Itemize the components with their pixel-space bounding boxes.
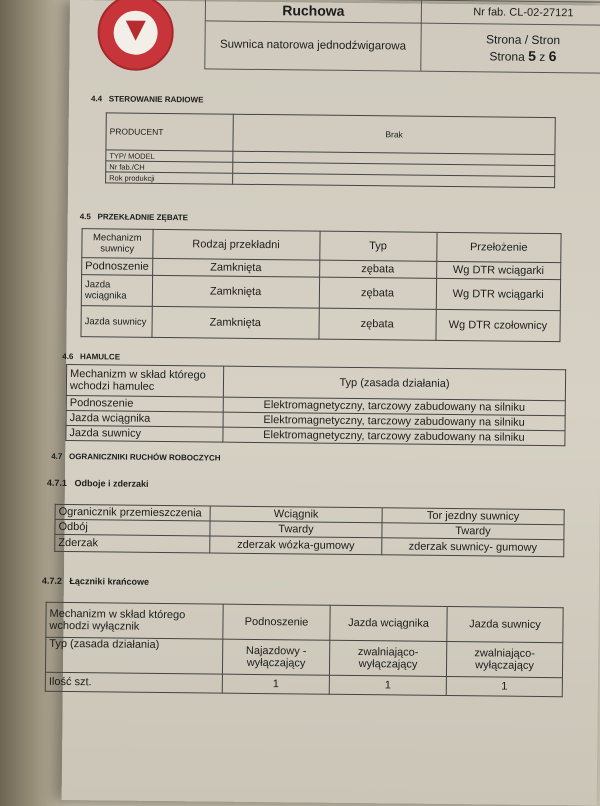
- table-row: [106, 113, 555, 155]
- table-cell: Zderzak: [55, 534, 210, 553]
- table-cell: zwalniająco- wyłączający: [446, 641, 562, 677]
- page-label: Strona / Stron: [486, 32, 561, 48]
- table-cell: Odbój: [55, 519, 210, 536]
- table-header-cell: Jazda wciągnika: [330, 605, 447, 641]
- table-cell: 1: [329, 675, 446, 695]
- section-4-4-heading: 4.4 STEROWANIE RADIOWE: [90, 94, 204, 105]
- table-cell: zderzak suwnicy- gumowy: [382, 538, 564, 557]
- table-cell: Nr fab./CH: [106, 161, 233, 173]
- header-serial-number: Nr fab. CL-02-27121: [421, 1, 600, 26]
- table-cell: zwalniająco- wyłączający: [329, 640, 446, 676]
- table-cell: Podnoszenie: [66, 395, 223, 412]
- table-cell: Typ (zasada działania): [45, 637, 222, 674]
- section-4-6-heading: 4.6 HAMULCE: [62, 351, 121, 362]
- company-logo-icon: [97, 0, 174, 71]
- table-header-cell: Podnoszenie: [223, 604, 330, 640]
- section-4-5-heading: 4.5 PRZEKŁADNIE ZĘBATE: [79, 212, 189, 223]
- table-row: [66, 364, 565, 400]
- section-4-7-1-heading: 4.7.1 Odboje i zderzaki: [46, 477, 149, 489]
- table-cell: TYP/ MODEL: [106, 150, 233, 162]
- table-cell: Jazda wciągnika: [66, 410, 223, 427]
- table-cell: Jazda wciągnika: [81, 275, 152, 307]
- table-cell: Wg DTR czołownicy: [436, 309, 561, 341]
- section-4-7-heading: 4.7 OGRANICZNIKI RUCHÓW ROBOCZYCH: [51, 451, 221, 463]
- table-cell: Brak: [233, 114, 555, 154]
- buffers-table: [54, 504, 564, 557]
- table-row: [81, 306, 560, 342]
- table-cell: Najazdowy - wyłączający: [222, 639, 329, 675]
- header-title: Ruchowa: [206, 0, 422, 24]
- page-counter: Strona 5 z 6: [489, 47, 557, 65]
- table-header-cell: Rodzaj przekładni: [152, 229, 319, 260]
- table-header-cell: Mechanizm suwnicy: [82, 229, 153, 259]
- table-header-cell: Typ: [319, 231, 436, 261]
- table-header-cell: Mechanizm w skład którego wchodzi wyłącznik: [46, 602, 223, 639]
- limit-switches-table: [45, 602, 564, 697]
- table-row: [81, 275, 560, 311]
- header-subtitle: Suwnica natorowa jednodźwigarowa: [205, 20, 421, 70]
- table-cell: Zamknięta: [152, 306, 319, 339]
- table-cell: Wg DTR wciągarki: [436, 278, 561, 310]
- table-cell: Ilość szt.: [45, 672, 222, 693]
- table-cell: Twardy: [382, 523, 564, 540]
- gear-table: [80, 228, 561, 342]
- table-cell: Zamknięta: [152, 258, 319, 277]
- document-header: [204, 0, 600, 74]
- table-cell: Elektromagnetyczny, tarczowy zabudowany na silniku: [223, 412, 565, 431]
- brakes-table: [65, 364, 566, 446]
- table-cell: Zamknięta: [152, 275, 319, 308]
- table-row: [45, 637, 562, 677]
- table-cell: 1: [446, 676, 562, 696]
- table-cell: Wg DTR wciągarki: [436, 261, 561, 279]
- table-cell: zębata: [319, 277, 436, 309]
- table-cell: zderzak wózka-gumowy: [210, 536, 382, 555]
- table-header-cell: Jazda suwnicy: [447, 606, 563, 642]
- section-4-7-2-heading: 4.7.2 Łączniki krańcowe: [41, 575, 150, 587]
- radio-control-table: [105, 112, 556, 188]
- table-cell: Elektromagnetyczny, tarczowy zabudowany na silniku: [223, 427, 565, 446]
- table-cell: Elektromagnetyczny, tarczowy zabudowany na silniku: [223, 397, 565, 416]
- table-cell: Podnoszenie: [82, 258, 153, 276]
- document-page: [41, 0, 600, 806]
- table-cell: 1: [222, 674, 329, 694]
- table-header-cell: Tor jezdny suwnicy: [382, 508, 564, 525]
- table-cell: PRODUCENT: [106, 113, 233, 151]
- table-cell: zębata: [319, 308, 436, 340]
- table-header-cell: Typ (zasada działania): [223, 366, 565, 401]
- table-cell: Jazda suwnicy: [66, 425, 223, 442]
- table-row: [46, 602, 563, 642]
- table-cell: zębata: [319, 260, 436, 278]
- table-header-cell: Przełożenie: [436, 232, 561, 262]
- table-cell: Jazda suwnicy: [81, 306, 152, 338]
- table-header-cell: Wciągnik: [210, 506, 382, 523]
- table-header-cell: Ogranicznik przemieszczenia: [55, 504, 210, 521]
- table-cell: Twardy: [210, 521, 382, 538]
- header-page-info: [420, 23, 600, 73]
- table-header-cell: Mechanizm w skład którego wchodzi hamulec: [66, 364, 223, 397]
- table-cell: Rok produkcji: [106, 172, 233, 184]
- table-row: [45, 672, 562, 696]
